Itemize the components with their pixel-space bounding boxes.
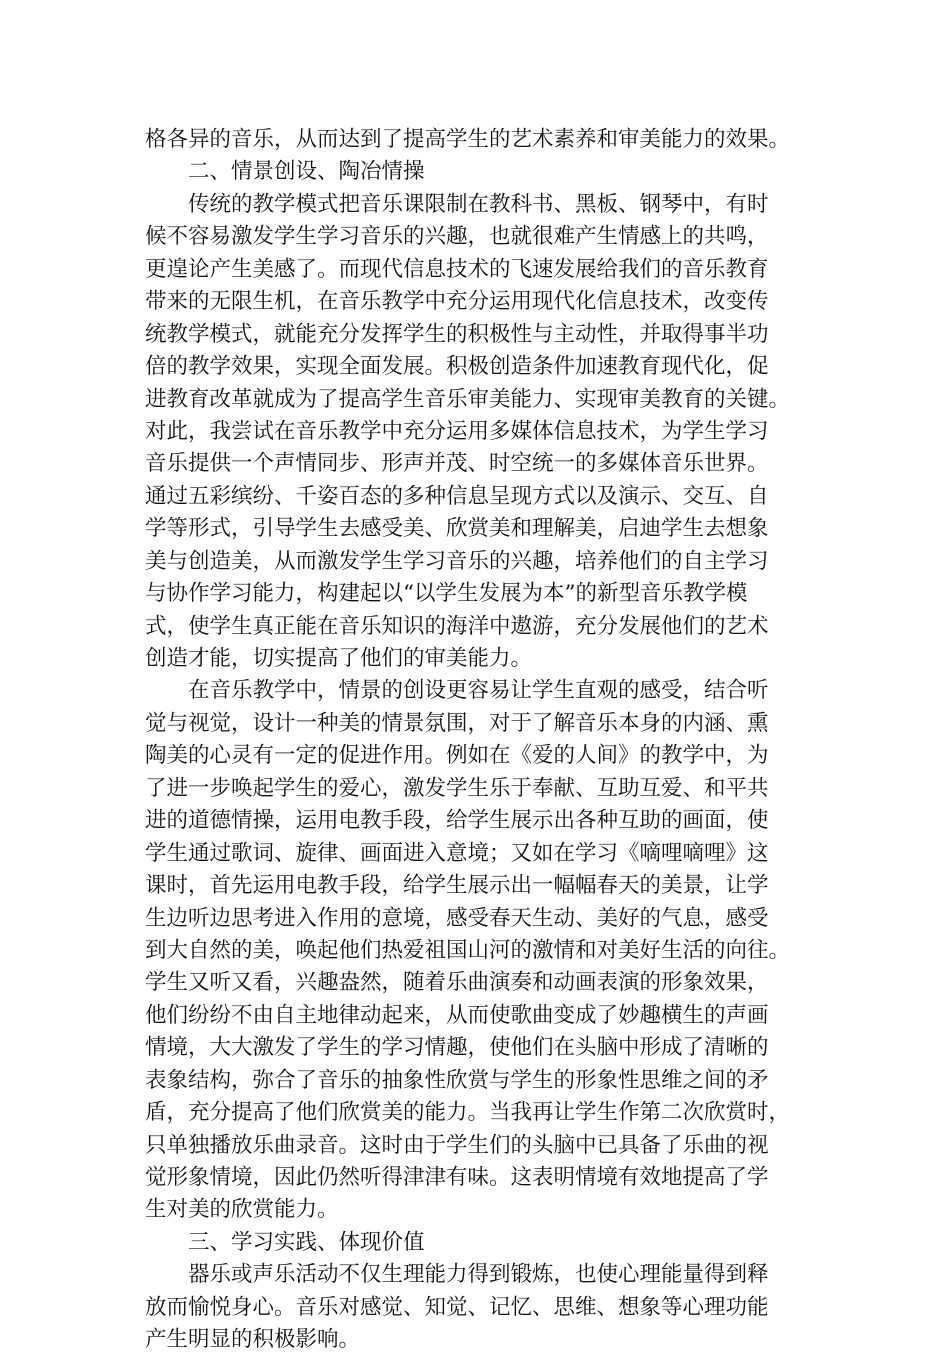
text-line: 带来的无限生机，在音乐教学中充分运用现代化信息技术，改变传 [145,289,769,315]
text-line: 统教学模式，就能充分发挥学生的积极性与主动性，并取得事半功 [145,321,769,347]
text-line: 觉与视觉，设计一种美的情景氛围，对于了解音乐本身的内涵、熏 [145,710,769,736]
text-line: 格各异的音乐，从而达到了提高学生的艺术素养和审美能力的效果。 [145,127,791,152]
text-line: 式，使学生真正能在音乐知识的海洋中遨游，充分发展他们的艺术 [145,613,769,639]
text-line: 到大自然的美，唤起他们热爱祖国山河的激情和对美好生活的向往。 [145,937,791,963]
text-line: 与协作学习能力，构建起以“以学生发展为本”的新型音乐教学模 [145,581,748,607]
text-line: 生对美的欣赏能力。 [145,1197,339,1223]
text-line: 通过五彩缤纷、千姿百态的多种信息呈现方式以及演示、交互、自 [145,483,769,509]
text-line: 美与创造美，从而激发学生学习音乐的兴趣，培养他们的自主学习 [145,548,769,574]
text-line: 创造才能，切实提高了他们的审美能力。 [145,646,533,671]
text-line: 候不容易激发学生学习音乐的兴趣，也就很难产生情感上的共鸣， [145,224,769,250]
text-line: 学生通过歌词、旋律、画面进入意境；又如在学习《嘀哩嘀哩》这 [145,840,769,866]
text-line: 放而愉悦身心。音乐对感觉、知觉、记忆、思维、想象等心理功能 [145,1294,769,1320]
text-line: 他们纷纷不由自主地律动起来，从而使歌曲变成了妙趣横生的声画 [145,1002,769,1028]
text-line: 进的道德情操，运用电教手段，给学生展示出各种互助的画面，使 [145,808,769,834]
text-line: 盾，充分提高了他们欣赏美的能力。当我再让学生作第二次欣赏时， [145,1100,791,1126]
text-line: 进教育改革就成为了提高学生音乐审美能力、实现审美教育的关键。 [145,386,791,412]
text-line: 三、学习实践、体现价值 [188,1229,425,1255]
text-line: 二、情景创设、陶冶情操 [188,159,425,185]
text-line: 更遑论产生美感了。而现代信息技术的飞速发展给我们的音乐教育 [145,256,769,282]
text-line: 学等形式，引导学生去感受美、欣赏美和理解美，启迪学生去想象 [145,516,769,542]
text-line: 对此，我尝试在音乐教学中充分运用多媒体信息技术，为学生学习 [145,418,769,444]
text-line: 音乐提供一个声情同步、形声并茂、时空统一的多媒体音乐世界。 [145,451,769,477]
text-line: 陶美的心灵有一定的促进作用。例如在《爱的人间》的教学中，为 [145,743,769,769]
text-line: 情境，大大激发了学生的学习情趣，使他们在头脑中形成了清晰的 [145,1035,769,1061]
text-line: 只单独播放乐曲录音。这时由于学生们的头脑中已具备了乐曲的视 [145,1132,769,1158]
text-line: 在音乐教学中，情景的创设更容易让学生直观的感受，结合听 [188,678,769,704]
text-line: 器乐或声乐活动不仅生理能力得到锻炼，也使心理能量得到释 [188,1262,769,1288]
text-line: 产生明显的积极影响。 [145,1327,361,1353]
text-line: 课时，首先运用电教手段，给学生展示出一幅幅春天的美景，让学 [145,873,769,899]
document-body [145,124,825,1357]
text-line: 学生又听又看，兴趣盎然，随着乐曲演奏和动画表演的形象效果， [145,970,769,996]
text-line: 生边听边思考进入作用的意境，感受春天生动、美好的气息，感受 [145,905,769,931]
text-line: 倍的教学效果，实现全面发展。积极创造条件加速教育现代化，促 [145,354,769,380]
text-line: 传统的教学模式把音乐课限制在教科书、黑板、钢琴中，有时 [188,191,769,217]
text-line: 了进一步唤起学生的爱心，激发学生乐于奉献、互助互爱、和平共 [145,775,769,801]
text-line: 表象结构，弥合了音乐的抽象性欣赏与学生的形象性思维之间的矛 [145,1067,769,1093]
text-line: 觉形象情境，因此仍然听得津津有味。这表明情境有效地提高了学 [145,1165,769,1190]
